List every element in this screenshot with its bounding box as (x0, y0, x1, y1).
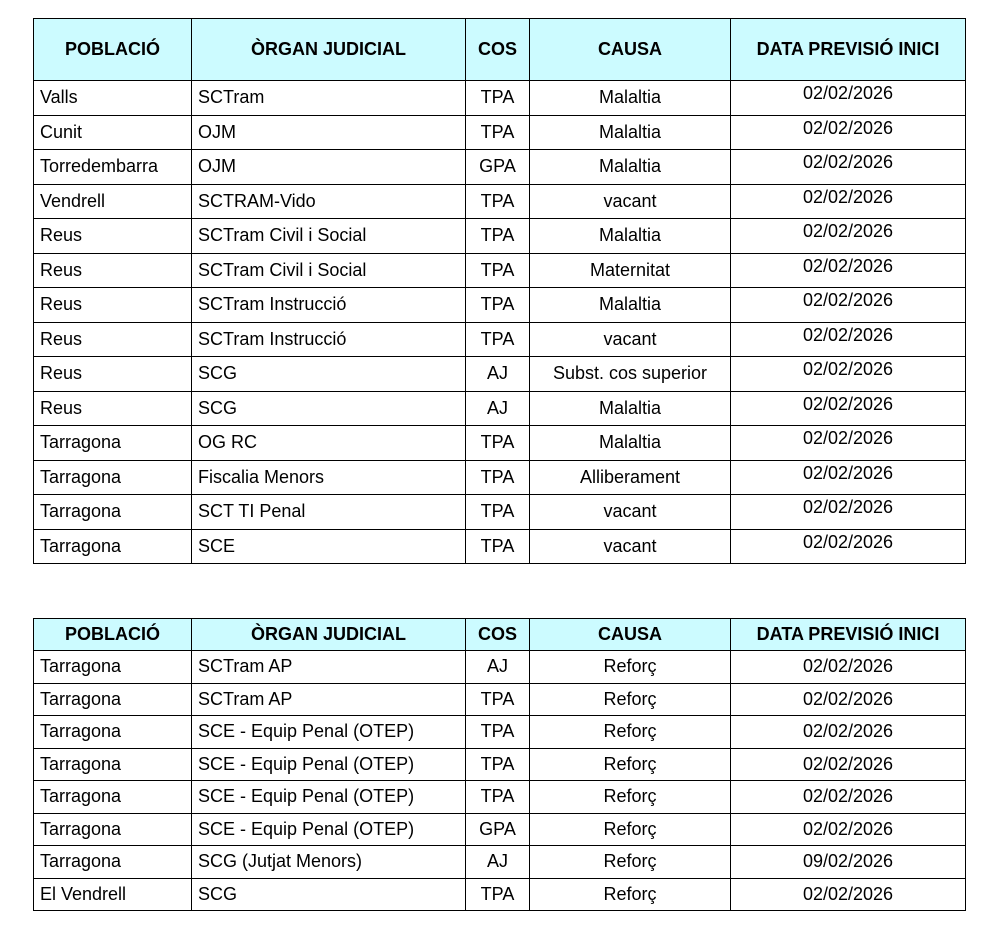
cell-causa: Reforç (530, 781, 731, 814)
cell-poblacio: Tarragona (34, 426, 192, 461)
cell-causa: Malaltia (530, 219, 731, 254)
cell-data-previsio-inici: 02/02/2026 (731, 219, 966, 254)
cell-cos: TPA (466, 683, 530, 716)
cell-cos: TPA (466, 495, 530, 530)
table-row (34, 651, 966, 684)
cell-poblacio: Tarragona (34, 748, 192, 781)
cell-data-previsio-inici: 02/02/2026 (731, 391, 966, 426)
cell-data-previsio-inici: 02/02/2026 (731, 426, 966, 461)
cell-causa: Alliberament (530, 460, 731, 495)
cell-organ-judicial: SCG (192, 391, 466, 426)
table-header-row (34, 19, 966, 81)
cell-organ-judicial: SCG (Jutjat Menors) (192, 846, 466, 879)
cell-organ-judicial: SCG (192, 357, 466, 392)
cell-causa: Reforç (530, 651, 731, 684)
cell-data-previsio-inici: 02/02/2026 (731, 322, 966, 357)
cell-data-previsio-inici: 09/02/2026 (731, 846, 966, 879)
cell-cos: TPA (466, 529, 530, 564)
cell-data-previsio-inici: 02/02/2026 (731, 651, 966, 684)
cell-poblacio: Tarragona (34, 529, 192, 564)
cell-poblacio: Reus (34, 322, 192, 357)
cell-cos: AJ (466, 846, 530, 879)
cell-organ-judicial: SCTram Civil i Social (192, 253, 466, 288)
cell-cos: TPA (466, 781, 530, 814)
vacancies-table (33, 18, 966, 564)
cell-causa: vacant (530, 322, 731, 357)
cell-data-previsio-inici: 02/02/2026 (731, 813, 966, 846)
cell-data-previsio-inici: 02/02/2026 (731, 288, 966, 323)
cell-cos: TPA (466, 115, 530, 150)
cell-organ-judicial: SCTram AP (192, 683, 466, 716)
cell-data-previsio-inici: 02/02/2026 (731, 716, 966, 749)
header-poblacio: POBLACIÓ (34, 619, 192, 651)
cell-causa: Malaltia (530, 391, 731, 426)
cell-cos: TPA (466, 184, 530, 219)
reinforcement-table-body (34, 651, 966, 911)
table-row (34, 391, 966, 426)
cell-data-previsio-inici: 02/02/2026 (731, 253, 966, 288)
cell-poblacio: Tarragona (34, 683, 192, 716)
cell-data-previsio-inici: 02/02/2026 (731, 184, 966, 219)
cell-data-previsio-inici: 02/02/2026 (731, 878, 966, 911)
cell-cos: TPA (466, 322, 530, 357)
cell-causa: Malaltia (530, 115, 731, 150)
table-row (34, 115, 966, 150)
cell-causa: Malaltia (530, 288, 731, 323)
cell-data-previsio-inici: 02/02/2026 (731, 748, 966, 781)
cell-causa: Malaltia (530, 81, 731, 116)
cell-organ-judicial: SCTram AP (192, 651, 466, 684)
cell-data-previsio-inici: 02/02/2026 (731, 495, 966, 530)
cell-cos: AJ (466, 357, 530, 392)
cell-poblacio: Tarragona (34, 495, 192, 530)
cell-causa: Malaltia (530, 426, 731, 461)
header-cos: COS (466, 19, 530, 81)
cell-poblacio: Reus (34, 253, 192, 288)
header-causa: CAUSA (530, 619, 731, 651)
table-row (34, 878, 966, 911)
cell-poblacio: Tarragona (34, 651, 192, 684)
header-data-previsio-inici: DATA PREVISIÓ INICI (731, 619, 966, 651)
cell-poblacio: Reus (34, 219, 192, 254)
cell-data-previsio-inici: 02/02/2026 (731, 460, 966, 495)
cell-cos: TPA (466, 748, 530, 781)
header-data-previsio-inici: DATA PREVISIÓ INICI (731, 19, 966, 81)
cell-organ-judicial: SCTram Civil i Social (192, 219, 466, 254)
cell-cos: TPA (466, 219, 530, 254)
cell-organ-judicial: OJM (192, 115, 466, 150)
cell-cos: TPA (466, 878, 530, 911)
cell-organ-judicial: SCG (192, 878, 466, 911)
cell-causa: vacant (530, 184, 731, 219)
cell-organ-judicial: SCTRAM-Vido (192, 184, 466, 219)
table-row (34, 357, 966, 392)
cell-organ-judicial: SCE - Equip Penal (OTEP) (192, 813, 466, 846)
cell-poblacio: El Vendrell (34, 878, 192, 911)
header-organ-judicial: ÒRGAN JUDICIAL (192, 619, 466, 651)
cell-organ-judicial: OJM (192, 150, 466, 185)
cell-poblacio: Tarragona (34, 460, 192, 495)
cell-causa: Maternitat (530, 253, 731, 288)
table-row (34, 460, 966, 495)
cell-cos: TPA (466, 716, 530, 749)
cell-poblacio: Torredembarra (34, 150, 192, 185)
table-row (34, 150, 966, 185)
table-row (34, 813, 966, 846)
cell-causa: Reforç (530, 846, 731, 879)
cell-poblacio: Reus (34, 357, 192, 392)
cell-poblacio: Reus (34, 391, 192, 426)
cell-causa: vacant (530, 529, 731, 564)
vacancies-table-body (34, 81, 966, 564)
cell-data-previsio-inici: 02/02/2026 (731, 150, 966, 185)
cell-cos: GPA (466, 813, 530, 846)
table-row (34, 184, 966, 219)
cell-poblacio: Tarragona (34, 813, 192, 846)
table-row (34, 219, 966, 254)
cell-organ-judicial: SCE - Equip Penal (OTEP) (192, 748, 466, 781)
cell-causa: vacant (530, 495, 731, 530)
table-row (34, 683, 966, 716)
table-row (34, 253, 966, 288)
cell-causa: Reforç (530, 683, 731, 716)
table-row (34, 426, 966, 461)
cell-data-previsio-inici: 02/02/2026 (731, 683, 966, 716)
cell-causa: Malaltia (530, 150, 731, 185)
cell-organ-judicial: OG RC (192, 426, 466, 461)
cell-causa: Reforç (530, 813, 731, 846)
cell-data-previsio-inici: 02/02/2026 (731, 115, 966, 150)
table-header-row (34, 619, 966, 651)
cell-cos: GPA (466, 150, 530, 185)
cell-poblacio: Cunit (34, 115, 192, 150)
cell-poblacio: Tarragona (34, 716, 192, 749)
cell-cos: TPA (466, 426, 530, 461)
header-poblacio: POBLACIÓ (34, 19, 192, 81)
table-row (34, 781, 966, 814)
cell-organ-judicial: SCT TI Penal (192, 495, 466, 530)
header-organ-judicial: ÒRGAN JUDICIAL (192, 19, 466, 81)
cell-data-previsio-inici: 02/02/2026 (731, 529, 966, 564)
reinforcement-table (33, 618, 966, 911)
cell-poblacio: Tarragona (34, 781, 192, 814)
cell-poblacio: Valls (34, 81, 192, 116)
table-row (34, 495, 966, 530)
header-causa: CAUSA (530, 19, 731, 81)
cell-organ-judicial: SCE - Equip Penal (OTEP) (192, 781, 466, 814)
cell-data-previsio-inici: 02/02/2026 (731, 781, 966, 814)
cell-causa: Reforç (530, 748, 731, 781)
cell-organ-judicial: Fiscalia Menors (192, 460, 466, 495)
cell-poblacio: Tarragona (34, 846, 192, 879)
cell-organ-judicial: SCTram (192, 81, 466, 116)
cell-data-previsio-inici: 02/02/2026 (731, 357, 966, 392)
cell-cos: AJ (466, 651, 530, 684)
cell-organ-judicial: SCE (192, 529, 466, 564)
cell-poblacio: Reus (34, 288, 192, 323)
cell-cos: AJ (466, 391, 530, 426)
cell-causa: Reforç (530, 716, 731, 749)
cell-poblacio: Vendrell (34, 184, 192, 219)
table-row (34, 81, 966, 116)
cell-cos: TPA (466, 460, 530, 495)
cell-cos: TPA (466, 81, 530, 116)
table-row (34, 529, 966, 564)
cell-data-previsio-inici: 02/02/2026 (731, 81, 966, 116)
cell-causa: Reforç (530, 878, 731, 911)
table-row (34, 748, 966, 781)
table-row (34, 716, 966, 749)
cell-organ-judicial: SCTram Instrucció (192, 322, 466, 357)
table-row (34, 322, 966, 357)
cell-cos: TPA (466, 253, 530, 288)
header-cos: COS (466, 619, 530, 651)
cell-causa: Subst. cos superior (530, 357, 731, 392)
table-row (34, 846, 966, 879)
cell-organ-judicial: SCTram Instrucció (192, 288, 466, 323)
cell-organ-judicial: SCE - Equip Penal (OTEP) (192, 716, 466, 749)
cell-cos: TPA (466, 288, 530, 323)
table-row (34, 288, 966, 323)
